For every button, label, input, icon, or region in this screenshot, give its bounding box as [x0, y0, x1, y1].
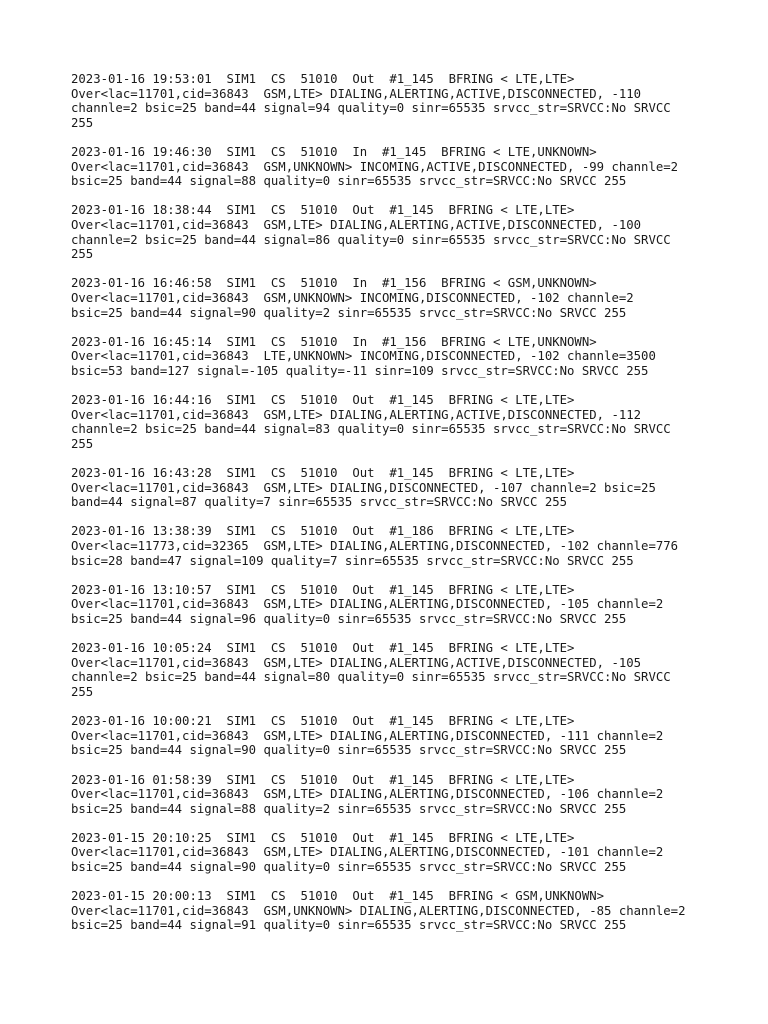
log-line: bsic=25 band=44 signal=91 quality=0 sinr=65535 srvcc_str=SRVCC:No SRVCC 255: [71, 918, 627, 933]
log-entry: [71, 524, 711, 568]
log-line: 255: [71, 115, 94, 130]
log-line: channle=2 bsic=25 band=44 signal=86 quality=0 sinr=65535 srvcc_str=SRVCC:No SRVCC: [71, 232, 671, 247]
log-line: bsic=25 band=44 signal=96 quality=0 sinr=65535 srvcc_str=SRVCC:No SRVCC 255: [71, 611, 627, 626]
log-entry: [71, 72, 711, 130]
log-entry: [71, 773, 711, 817]
log-line: 2023-01-16 16:45:14 SIM1 CS 51010 In #1_156 BFRING < LTE,UNKNOWN>: [71, 334, 597, 349]
log-line: bsic=25 band=44 signal=90 quality=0 sinr=65535 srvcc_str=SRVCC:No SRVCC 255: [71, 860, 627, 875]
log-entry: [71, 641, 711, 699]
log-entry: [71, 393, 711, 451]
log-entry: [71, 276, 711, 320]
log-line: 255: [71, 684, 94, 699]
log-line: 2023-01-16 16:44:16 SIM1 CS 51010 Out #1_145 BFRING < LTE,LTE>: [71, 393, 575, 408]
log-line: Over<lac=11701,cid=36843 GSM,LTE> DIALING,ALERTING,DISCONNECTED, -111 channle=2: [71, 728, 664, 743]
log-entry: [71, 831, 711, 875]
log-line: bsic=28 band=47 signal=109 quality=7 sinr=65535 srvcc_str=SRVCC:No SRVCC 255: [71, 553, 634, 568]
log-entry: [71, 466, 711, 510]
log-entry: [71, 714, 711, 758]
log-line: 2023-01-16 13:10:57 SIM1 CS 51010 Out #1_145 BFRING < LTE,LTE>: [71, 582, 575, 597]
log-line: Over<lac=11701,cid=36843 GSM,UNKNOWN> INCOMING,DISCONNECTED, -102 channle=2: [71, 290, 634, 305]
log-line: 255: [71, 436, 94, 451]
log-line: 255: [71, 247, 94, 262]
log-line: 2023-01-16 19:53:01 SIM1 CS 51010 Out #1_145 BFRING < LTE,LTE>: [71, 72, 575, 86]
log-line: 2023-01-15 20:00:13 SIM1 CS 51010 Out #1_145 BFRING < GSM,UNKNOWN>: [71, 889, 605, 904]
call-log-document: [71, 72, 711, 948]
log-line: 2023-01-16 16:43:28 SIM1 CS 51010 Out #1_145 BFRING < LTE,LTE>: [71, 466, 575, 481]
log-entry: [71, 203, 711, 261]
log-line: bsic=53 band=127 signal=-105 quality=-11 sinr=109 srvcc_str=SRVCC:No SRVCC 255: [71, 363, 649, 378]
log-entry: [71, 145, 711, 189]
log-line: channle=2 bsic=25 band=44 signal=80 quality=0 sinr=65535 srvcc_str=SRVCC:No SRVCC: [71, 670, 671, 685]
log-entry: [71, 335, 711, 379]
log-line: channle=2 bsic=25 band=44 signal=94 quality=0 sinr=65535 srvcc_str=SRVCC:No SRVCC: [71, 101, 671, 116]
log-line: bsic=25 band=44 signal=90 quality=2 sinr=65535 srvcc_str=SRVCC:No SRVCC 255: [71, 305, 627, 320]
log-line: 2023-01-16 10:00:21 SIM1 CS 51010 Out #1_145 BFRING < LTE,LTE>: [71, 714, 575, 729]
log-line: bsic=25 band=44 signal=88 quality=0 sinr=65535 srvcc_str=SRVCC:No SRVCC 255: [71, 174, 627, 189]
log-line: Over<lac=11773,cid=32365 GSM,LTE> DIALING,ALERTING,DISCONNECTED, -102 channle=776: [71, 539, 679, 553]
log-line: channle=2 bsic=25 band=44 signal=83 quality=0 sinr=65535 srvcc_str=SRVCC:No SRVCC: [71, 422, 671, 437]
log-line: 2023-01-16 18:38:44 SIM1 CS 51010 Out #1_145 BFRING < LTE,LTE>: [71, 203, 575, 218]
log-line: 2023-01-16 10:05:24 SIM1 CS 51010 Out #1_145 BFRING < LTE,LTE>: [71, 641, 575, 656]
log-line: 2023-01-16 19:46:30 SIM1 CS 51010 In #1_145 BFRING < LTE,UNKNOWN>: [71, 144, 597, 159]
log-line: Over<lac=11701,cid=36843 GSM,LTE> DIALING,ALERTING,DISCONNECTED, -105 channle=2: [71, 597, 664, 612]
log-line: Over<lac=11701,cid=36843 GSM,UNKNOWN> DIALING,ALERTING,DISCONNECTED, -85 channle=2: [71, 903, 686, 918]
log-line: Over<lac=11701,cid=36843 GSM,LTE> DIALING,ALERTING,ACTIVE,DISCONNECTED, -100: [71, 217, 642, 232]
log-line: Over<lac=11701,cid=36843 GSM,LTE> DIALING,ALERTING,ACTIVE,DISCONNECTED, -112: [71, 407, 642, 422]
log-line: Over<lac=11701,cid=36843 GSM,LTE> DIALING,ALERTING,DISCONNECTED, -106 channle=2: [71, 787, 664, 802]
log-entry: [71, 889, 711, 933]
log-line: band=44 signal=87 quality=7 sinr=65535 srvcc_str=SRVCC:No SRVCC 255: [71, 495, 568, 510]
log-line: Over<lac=11701,cid=36843 GSM,UNKNOWN> INCOMING,ACTIVE,DISCONNECTED, -99 channle=2: [71, 159, 679, 174]
log-line: Over<lac=11701,cid=36843 GSM,LTE> DIALING,DISCONNECTED, -107 channle=2 bsic=25: [71, 480, 656, 495]
log-line: 2023-01-16 16:46:58 SIM1 CS 51010 In #1_156 BFRING < GSM,UNKNOWN>: [71, 276, 597, 291]
log-line: bsic=25 band=44 signal=90 quality=0 sinr=65535 srvcc_str=SRVCC:No SRVCC 255: [71, 743, 627, 758]
log-line: Over<lac=11701,cid=36843 GSM,LTE> DIALING,ALERTING,ACTIVE,DISCONNECTED, -105: [71, 655, 642, 670]
log-entry: [71, 583, 711, 627]
log-line: Over<lac=11701,cid=36843 GSM,LTE> DIALING,ALERTING,DISCONNECTED, -101 channle=2: [71, 845, 664, 860]
log-line: 2023-01-16 01:58:39 SIM1 CS 51010 Out #1_145 BFRING < LTE,LTE>: [71, 772, 575, 787]
log-line: Over<lac=11701,cid=36843 LTE,UNKNOWN> INCOMING,DISCONNECTED, -102 channle=3500: [71, 349, 656, 364]
log-line: Over<lac=11701,cid=36843 GSM,LTE> DIALING,ALERTING,ACTIVE,DISCONNECTED, -110: [71, 86, 642, 101]
log-line: 2023-01-15 20:10:25 SIM1 CS 51010 Out #1_145 BFRING < LTE,LTE>: [71, 830, 575, 845]
log-line: 2023-01-16 13:38:39 SIM1 CS 51010 Out #1_186 BFRING < LTE,LTE>: [71, 524, 575, 539]
log-line: bsic=25 band=44 signal=88 quality=2 sinr=65535 srvcc_str=SRVCC:No SRVCC 255: [71, 801, 627, 816]
